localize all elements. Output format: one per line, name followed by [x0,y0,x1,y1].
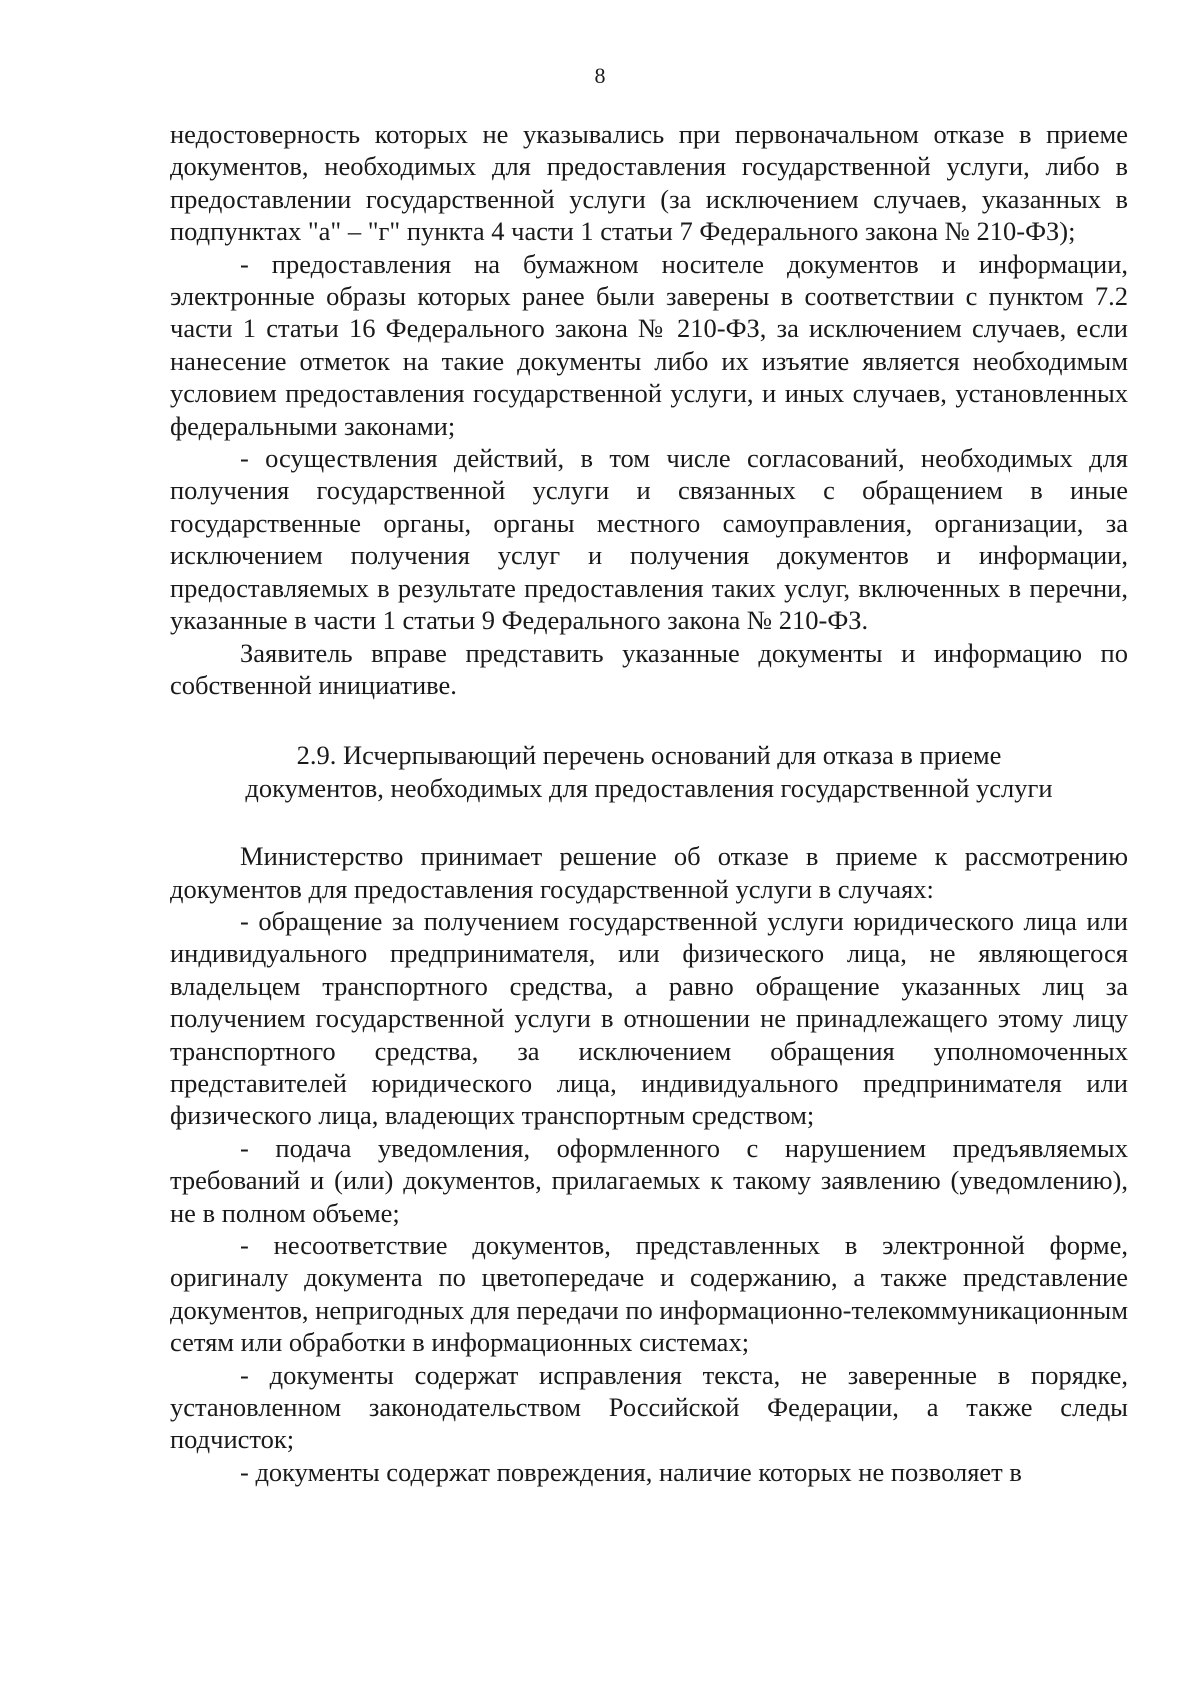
paragraph-ministry-decision: Министерство принимает решение об отказе в приеме к рассмотрению документов для предоставления государственной услуги в случаях: [170,841,1128,904]
list-item-corrections: - документы содержат исправления текста, не заверенные в порядке, установленном законодательством Российской Федерации, а также следы подчисток; [170,1359,1128,1455]
list-item-actions-approvals: - осуществления действий, в том числе согласований, необходимых для получения государственной услуги и связанных с обращением в иные государственные органы, органы местного самоуправления, организации, за исключением получения услуг и получения документов и информации, предоставляемых в результате предоставления таких услуг, включенных в перечни, указанные в части 1 статьи 9 Федерального закона № 210-ФЗ. [170,443,1128,636]
list-item-damage: - документы содержат повреждения, наличие которых не позволяет в [240,1456,1022,1487]
document-body [170,118,1128,1488]
list-item-paper-documents: - предоставления на бумажном носителе документов и информации, электронные образы которых ранее были заверены в соответствии с пунктом 7.2 части 1 статьи 16 Федерального закона № 210-ФЗ, за исключением случаев, если нанесение отметок на такие документы либо их изъятие является необходимым условием предоставления государственной услуги, и иных случаев, установленных федеральными законами; [170,248,1128,441]
section-heading-line-2: документов, необходимых для предоставления государственной услуги [245,772,1053,803]
list-item-notification: - подача уведомления, оформленного с нарушением предъявляемых требований и (или) документов, прилагаемых к такому заявлению (уведомлению), не в полном объеме; [170,1132,1128,1228]
section-heading [170,739,1128,804]
list-item-non-owner: - обращение за получением государственной услуги юридического лица или индивидуального предпринимателя, или физического лица, не являющегося владельцем транспортного средства, а равно обращение указанных лиц за получением государственной услуги в отношении не принадлежащего этому лицу транспортного средства, за исключением обращения уполномоченных представителей юридического лица, индивидуального предпринимателя или физического лица, владеющих транспортным средством; [170,905,1128,1131]
page-number: 8 [594,63,606,88]
paragraph-applicant-right: Заявитель вправе представить указанные документы и информацию по собственной инициативе. [170,637,1128,700]
list-item-electronic-mismatch: - несоответствие документов, представленных в электронной форме, оригиналу документа по цветопередаче и содержанию, а также представление документов, непригодных для передачи по информационно-телекоммуникационным сетям или обработки в информационных системах; [170,1230,1128,1358]
paragraph-continuation: недостоверность которых не указывались при первоначальном отказе в приеме документов, необходимых для предоставления государственной услуги, либо в предоставлении государственной услуги (за исключением случаев, указанных в подпунктах "а" – "г" пункта 4 части 1 статьи 7 Федерального закона № 210-ФЗ); [170,119,1128,247]
section-heading-line-1: 2.9. Исчерпывающий перечень оснований для отказа в приеме [296,740,1002,771]
